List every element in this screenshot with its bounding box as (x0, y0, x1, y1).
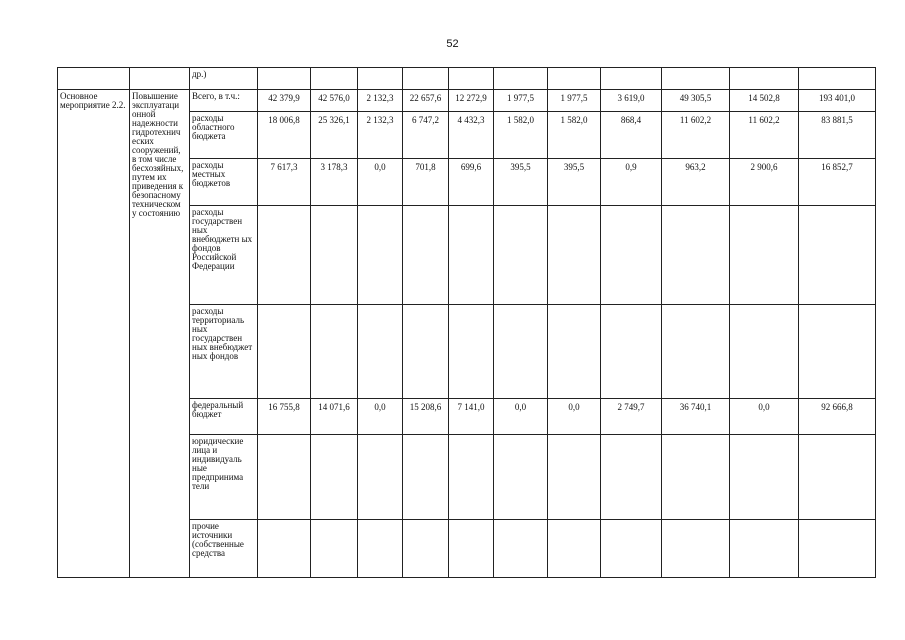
value-cell (799, 435, 876, 520)
value-cell: 15 208,6 (403, 399, 449, 435)
value-cell: 699,6 (449, 159, 494, 206)
value-cell: 11 602,2 (662, 112, 730, 159)
value-cell: 16 755,8 (258, 399, 311, 435)
value-cell (311, 435, 358, 520)
value-cell (799, 206, 876, 305)
value-cell (494, 520, 548, 578)
value-cell (548, 206, 601, 305)
value-cell: 0,0 (358, 399, 403, 435)
value-cell: 2 132,3 (358, 90, 403, 112)
value-cell: 0,0 (494, 399, 548, 435)
value-cell (548, 520, 601, 578)
value-cell (799, 520, 876, 578)
value-cell: 395,5 (548, 159, 601, 206)
value-cell (662, 435, 730, 520)
table-cell (494, 68, 548, 90)
value-cell (358, 520, 403, 578)
funding-source-cell: Всего, в т.ч.: (190, 90, 258, 112)
value-cell: 36 740,1 (662, 399, 730, 435)
value-cell: 11 602,2 (730, 112, 799, 159)
value-cell: 18 006,8 (258, 112, 311, 159)
value-cell: 6 747,2 (403, 112, 449, 159)
value-cell: 83 881,5 (799, 112, 876, 159)
value-cell (311, 305, 358, 399)
value-cell: 963,2 (662, 159, 730, 206)
value-cell: 1 977,5 (494, 90, 548, 112)
value-cell: 4 432,3 (449, 112, 494, 159)
value-cell (662, 305, 730, 399)
value-cell (449, 520, 494, 578)
measure-name-cell: Основное мероприятие 2.2. (58, 90, 130, 578)
value-cell (730, 206, 799, 305)
value-cell: 2 900,6 (730, 159, 799, 206)
value-cell (449, 435, 494, 520)
value-cell (311, 520, 358, 578)
value-cell: 7 141,0 (449, 399, 494, 435)
funding-source-cell: юридические лица и индивидуаль ные предпринима тели (190, 435, 258, 520)
value-cell (601, 520, 662, 578)
table-row (58, 90, 876, 112)
value-cell: 0,0 (548, 399, 601, 435)
value-cell (601, 435, 662, 520)
table-cell (358, 68, 403, 90)
table-cell (403, 68, 449, 90)
value-cell: 7 617,3 (258, 159, 311, 206)
value-cell (258, 435, 311, 520)
value-cell: 49 305,5 (662, 90, 730, 112)
budget-table (57, 67, 876, 578)
value-cell: 16 852,7 (799, 159, 876, 206)
value-cell (548, 305, 601, 399)
source-cell: др.) (190, 68, 258, 90)
value-cell: 701,8 (403, 159, 449, 206)
table-cell (730, 68, 799, 90)
value-cell: 868,4 (601, 112, 662, 159)
table-cell (130, 68, 190, 90)
value-cell: 14 502,8 (730, 90, 799, 112)
value-cell: 25 326,1 (311, 112, 358, 159)
value-cell (494, 305, 548, 399)
value-cell: 3 619,0 (601, 90, 662, 112)
value-cell: 3 178,3 (311, 159, 358, 206)
value-cell (730, 520, 799, 578)
funding-source-cell: расходы государствен ных внебюджетн ых фондов Российской Федерации (190, 206, 258, 305)
value-cell: 0,0 (358, 159, 403, 206)
table-cell (662, 68, 730, 90)
table-cell (799, 68, 876, 90)
value-cell (662, 206, 730, 305)
value-cell: 22 657,6 (403, 90, 449, 112)
value-cell (730, 435, 799, 520)
value-cell (799, 305, 876, 399)
value-cell (403, 305, 449, 399)
value-cell (258, 305, 311, 399)
value-cell (358, 435, 403, 520)
value-cell (258, 206, 311, 305)
value-cell: 92 666,8 (799, 399, 876, 435)
value-cell (311, 206, 358, 305)
value-cell (258, 520, 311, 578)
value-cell (403, 206, 449, 305)
value-cell (449, 206, 494, 305)
funding-source-cell: федеральный бюджет (190, 399, 258, 435)
value-cell (403, 520, 449, 578)
funding-source-cell: расходы территориаль ных государствен ных внебюджет ных фондов (190, 305, 258, 399)
value-cell (730, 305, 799, 399)
table-cell (311, 68, 358, 90)
value-cell: 12 272,9 (449, 90, 494, 112)
value-cell (662, 520, 730, 578)
value-cell (548, 435, 601, 520)
value-cell (449, 305, 494, 399)
value-cell: 1 582,0 (548, 112, 601, 159)
value-cell (403, 435, 449, 520)
value-cell (601, 305, 662, 399)
funding-source-cell: расходы областного бюджета (190, 112, 258, 159)
funding-source-cell: расходы местных бюджетов (190, 159, 258, 206)
table-cell (548, 68, 601, 90)
value-cell: 0,0 (730, 399, 799, 435)
value-cell: 14 071,6 (311, 399, 358, 435)
value-cell (494, 206, 548, 305)
continued-row (58, 68, 876, 90)
table-cell (58, 68, 130, 90)
value-cell (601, 206, 662, 305)
value-cell (358, 206, 403, 305)
value-cell: 395,5 (494, 159, 548, 206)
measure-description-cell: Повышение эксплуатаци онной надежности гидротехнич еских сооружений, в том числе бесхозяйных, путем их приведения к безопасному техническом у состоянию (130, 90, 190, 578)
value-cell (358, 305, 403, 399)
value-cell: 1 582,0 (494, 112, 548, 159)
value-cell: 42 379,9 (258, 90, 311, 112)
funding-source-cell: прочие источники (собственные средства (190, 520, 258, 578)
value-cell: 42 576,0 (311, 90, 358, 112)
value-cell: 193 401,0 (799, 90, 876, 112)
page-number: 52 (446, 38, 459, 50)
table-cell (601, 68, 662, 90)
value-cell: 1 977,5 (548, 90, 601, 112)
table-cell (258, 68, 311, 90)
value-cell (494, 435, 548, 520)
value-cell: 2 132,3 (358, 112, 403, 159)
value-cell: 0,9 (601, 159, 662, 206)
value-cell: 2 749,7 (601, 399, 662, 435)
table-cell (449, 68, 494, 90)
